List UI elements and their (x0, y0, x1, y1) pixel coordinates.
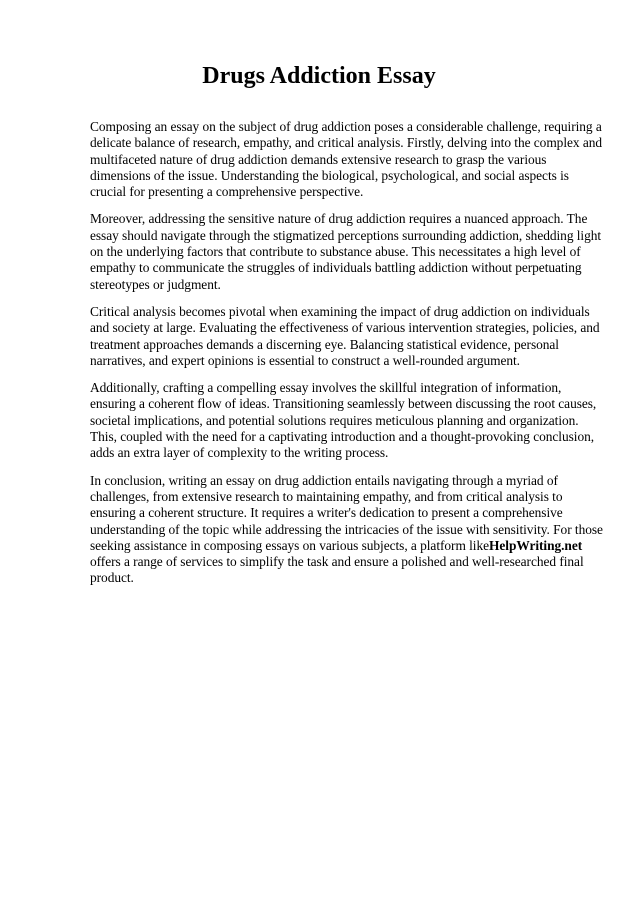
paragraph-1: Composing an essay on the subject of drug addiction poses a considerable challenge, requiring a delicate balance of research, empathy, and critical analysis. Firstly, delving into the complex and multifaceted nature of drug addiction demands extensive research to grasp the various dimensions of the issue. Understanding the biological, psychological, and social aspects is crucial for presenting a comprehensive perspective. (90, 119, 603, 200)
paragraph-5 (90, 473, 605, 587)
document-body (90, 119, 605, 598)
paragraph-4: Additionally, crafting a compelling essay involves the skillful integration of information, ensuring a coherent flow of ideas. Transitioning seamlessly between discussing the root causes, societal implications, and potential solutions requires meticulous planning and organization. This, coupled with the need for a captivating introduction and a thought-provoking conclusion, adds an extra layer of complexity to the writing process. (90, 380, 597, 461)
document-title: Drugs Addiction Essay (202, 63, 436, 89)
helpwriting-link[interactable]: HelpWriting.net (489, 537, 583, 553)
paragraph-3: Critical analysis becomes pivotal when examining the impact of drug addiction on individuals and society at large. Evaluating the effectiveness of various intervention strategies, policies, and treatment approaches demands a discerning eye. Balancing statistical evidence, personal narratives, and expert opinions is essential to construct a well-rounded argument. (90, 303, 600, 368)
conclusion-text-after-link: offers a range of services to simplify the task and ensure a polished and well-researched final product. (90, 554, 584, 586)
paragraph-2: Moreover, addressing the sensitive nature of drug addiction requires a nuanced approach. The essay should navigate through the stigmatized perceptions surrounding addiction, shedding light on the underlying factors that contribute to substance abuse. This necessitates a high level of empathy to communicate the struggles of individuals battling addiction without perpetuating stereotypes or judgment. (90, 211, 602, 292)
conclusion-text-before-link: In conclusion, writing an essay on drug addiction entails navigating through a myriad of challenges, from extensive research to maintaining empathy, and from critical analysis to ensuring a coherent structure. It requires a writer's dedication to present a comprehensive understanding of the topic while addressing the intricacies of the issue with sensitivity. For those seeking assistance in composing essays on various subjects, a platform like (90, 472, 603, 553)
